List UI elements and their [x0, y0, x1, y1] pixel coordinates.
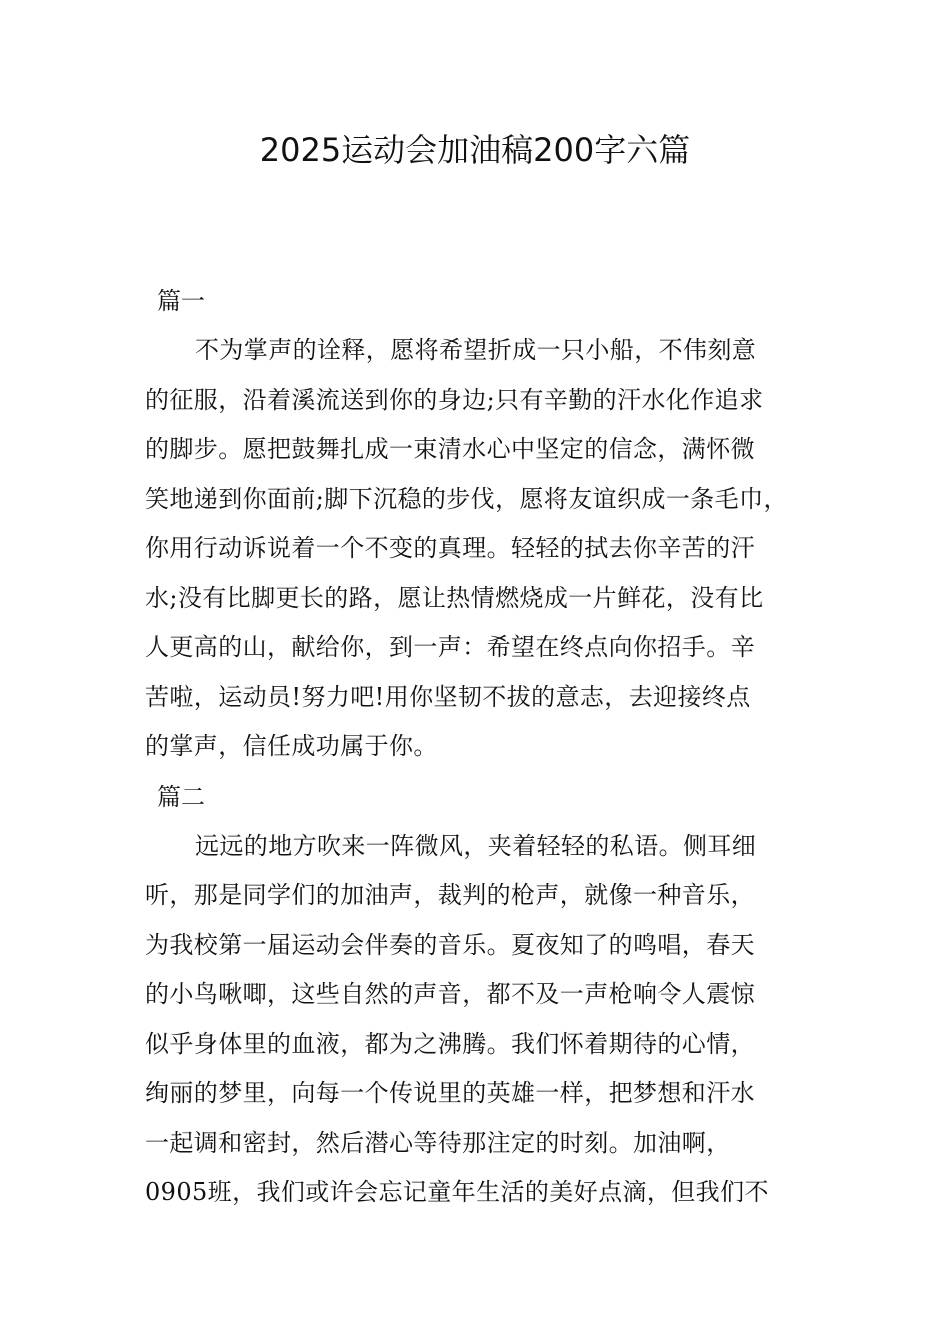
- paragraph-line: 人更高的山，献给你，到一声：希望在终点向你招手。辛: [145, 633, 755, 661]
- paragraph-line: 绚丽的梦里，向每一个传说里的英雄一样，把梦想和汗水: [145, 1079, 755, 1107]
- section-heading: 篇一: [157, 287, 205, 315]
- paragraph-line: 水;没有比脚更长的路，愿让热情燃烧成一片鲜花，没有比: [145, 583, 764, 612]
- paragraph-line: 你用行动诉说着一个不变的真理。轻轻的拭去你辛苦的汗: [145, 534, 755, 562]
- document-title: 2025运动会加油稿200字六篇: [259, 131, 691, 169]
- paragraph-line: 远远的地方吹来一阵微风，夹着轻轻的私语。侧耳细: [195, 831, 757, 860]
- section-1: [145, 276, 835, 772]
- paragraph-line: 的掌声，信任成功属于你。: [145, 732, 438, 760]
- section-heading: 篇二: [157, 782, 205, 811]
- paragraph-line: 的脚步。愿把鼓舞扎成一束清水心中坚定的信念，满怀微: [145, 435, 755, 463]
- paragraph-line: 听，那是同学们的加油声，裁判的枪声，就像一种音乐，: [145, 881, 755, 909]
- paragraph-line: 的小鸟啾唧，这些自然的声音，都不及一声枪响令人震惊: [145, 980, 755, 1008]
- paragraph-line: 为我校第一届运动会伴奏的音乐。夏夜知了的鸣唱，春天: [145, 930, 755, 959]
- document-body: [145, 276, 835, 1218]
- section-2: [145, 772, 835, 1218]
- paragraph-line: 0905班，我们或许会忘记童年生活的美好点滴，但我们不: [145, 1178, 769, 1206]
- paragraph-line: 不为掌声的诠释，愿将希望折成一只小船，不伟刻意: [195, 336, 757, 364]
- paragraph-line: 笑地递到你面前;脚下沉稳的步伐，愿将友谊织成一条毛巾，: [145, 484, 788, 513]
- paragraph-line: 一起调和密封，然后潜心等待那注定的时刻。加油啊，: [145, 1128, 731, 1157]
- paragraph-line: 苦啦，运动员!努力吧!用你坚韧不拔的意志，去迎接终点: [145, 682, 751, 711]
- paragraph-line: 似乎身体里的血液，都为之沸腾。我们怀着期待的心情，: [145, 1029, 755, 1058]
- paragraph-line: 的征服，沿着溪流送到你的身边;只有辛勤的汗水化作追求: [145, 385, 764, 414]
